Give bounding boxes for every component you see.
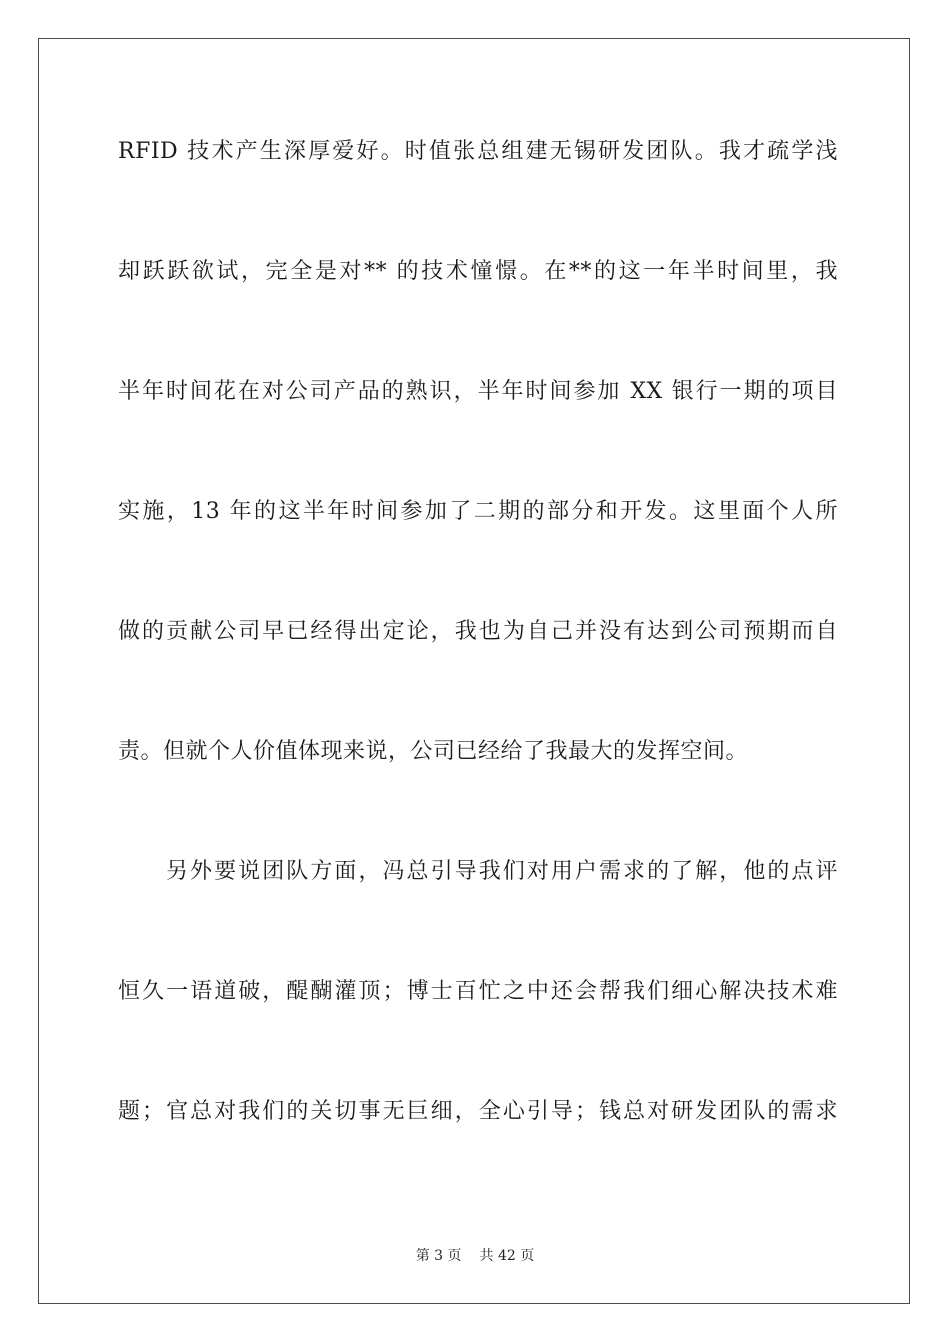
- paragraph-line: 题；官总对我们的关切事无巨细，全心引导；钱总对研发团队的需求: [118, 1099, 838, 1124]
- paragraph-line: RFID 技术产生深厚爱好。时值张总组建无锡研发团队。我才疏学浅: [118, 139, 838, 164]
- paragraph-line: 另外要说团队方面，冯总引导我们对用户需求的了解，他的点评: [166, 859, 838, 884]
- page-total: 共 42 页: [479, 1248, 535, 1264]
- paragraph-line: 恒久一语道破，醍醐灌顶；博士百忙之中还会帮我们细心解决技术难: [118, 979, 838, 1004]
- paragraph-line: 责。但就个人价值体现来说，公司已经给了我最大的发挥空间。: [118, 739, 749, 764]
- page-footer: [0, 1246, 950, 1266]
- page-number: 第 3 页: [415, 1248, 462, 1264]
- paragraph-line: 却跃跃欲试，完全是对** 的技术憧憬。在**的这一年半时间里，我: [118, 259, 838, 284]
- paragraph-line: 半年时间花在对公司产品的熟识，半年时间参加 XX 银行一期的项目: [118, 379, 838, 404]
- paragraph-line: 实施，13 年的这半年时间参加了二期的部分和开发。这里面个人所: [118, 499, 838, 524]
- paragraph-line: 做的贡献公司早已经得出定论，我也为自己并没有达到公司预期而自: [118, 619, 838, 644]
